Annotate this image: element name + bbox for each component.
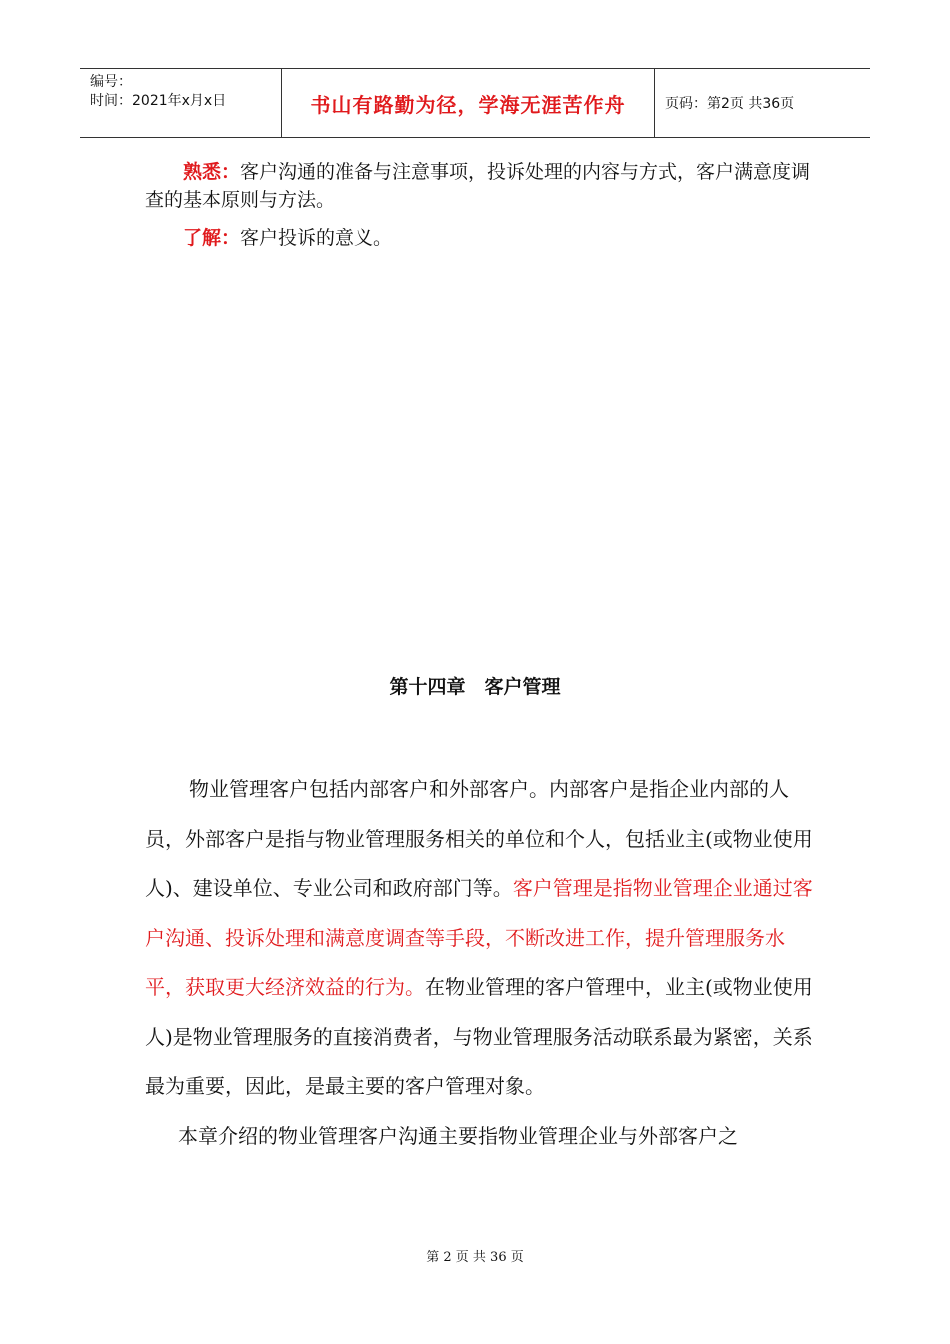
- paragraph-1-conclusion: 在物业管理的客户管理中，业主(或物业使用人)是物业管理服务的直接消费者，与物业管理服务活动联系最为紧密，关系最为重要，因此，是最主要的客户管理对象。: [145, 975, 813, 1098]
- header-meta: [80, 69, 282, 137]
- chapter-title: 第十四章 客户管理: [389, 676, 561, 698]
- page-header: [80, 68, 870, 138]
- page-footer: 第 2 页 共 36 页: [426, 1250, 524, 1265]
- document-number-label: 编号：: [90, 74, 132, 90]
- objective-understand: [145, 224, 825, 252]
- familiar-label: 熟悉：: [183, 161, 241, 183]
- understand-label: 了解：: [183, 227, 241, 249]
- paragraph-1-definition: 客户管理是指物业管理企业通过客户沟通、投诉处理和满意度调查等手段，不断改进工作，提升管理服务水平，获取更大经济效益的行为。: [145, 876, 813, 999]
- understand-text: 客户投诉的意义。: [240, 227, 393, 249]
- objective-familiar: [145, 158, 825, 214]
- familiar-text: 客户沟通的准备与注意事项，投诉处理的内容与方式，客户满意度调查的基本原则与方法。: [145, 161, 811, 211]
- paragraph-1-intro: 物业管理客户包括内部客户和外部客户。内部客户是指企业内部的人员，外部客户是指与物业管理服务相关的单位和个人，包括业主(或物业使用人)、建设单位、专业公司和政府部门等。: [145, 777, 813, 900]
- chapter-body: [145, 765, 815, 1161]
- header-page-info: 页码：第2页 共36页: [665, 96, 795, 112]
- header-motto: 书山有路勤为径，学海无涯苦作舟: [282, 69, 655, 137]
- chapter-paragraph-2: 本章介绍的物业管理客户沟通主要指物业管理企业与外部客户之: [178, 1123, 738, 1148]
- document-date: 时间：2021年x月x日: [90, 93, 227, 109]
- chapter-paragraph-1: [145, 765, 815, 1112]
